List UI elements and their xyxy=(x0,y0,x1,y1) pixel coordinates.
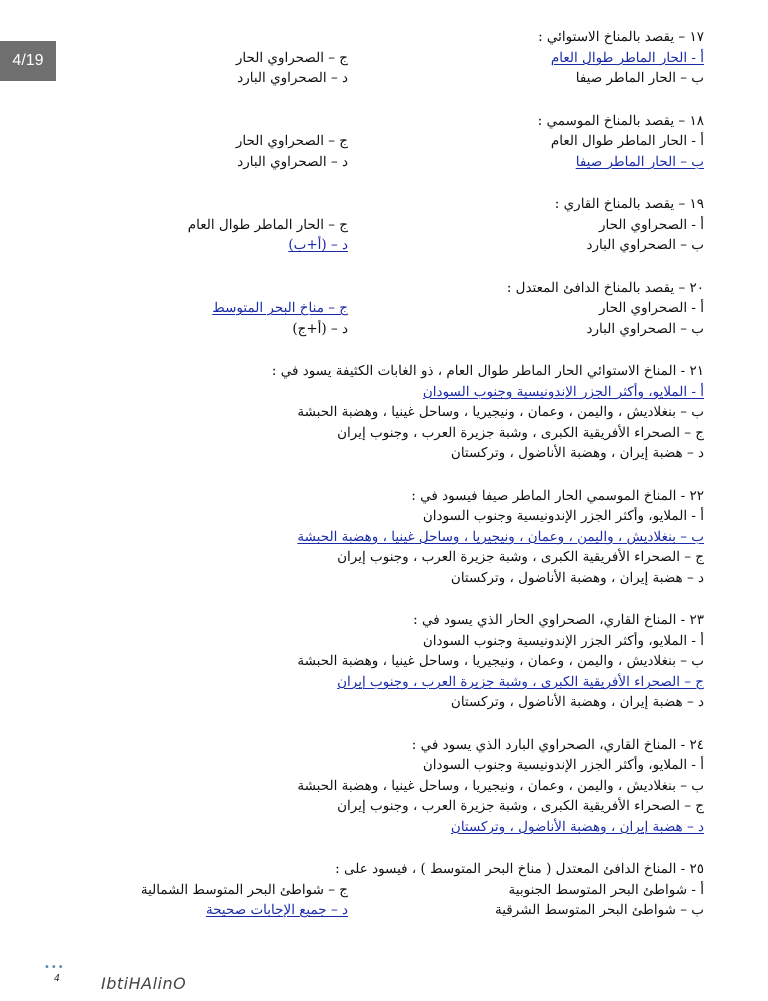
option-a: أ - الملايو، وأكثر الجزر الإندونيسية وجنوب السودان xyxy=(422,508,704,524)
option-d: د – الصحراوي البارد xyxy=(237,70,348,86)
question-18 xyxy=(0,111,768,173)
option-b: ب – بنغلاديش ، واليمن ، وعمان ، ونيجيريا ، وساحل غينيا ، وهضبة الحبشة xyxy=(297,528,704,545)
question-stem: ٢٢ - المناخ الموسمي الحار الماطر صيفا فيسود في : xyxy=(411,487,704,504)
option-b: ب – بنغلاديش ، واليمن ، وعمان ، ونيجيريا ، وساحل غينيا ، وهضبة الحبشة xyxy=(297,777,704,794)
option-a: أ - الملايو، وأكثر الجزر الإندونيسية وجنوب السودان xyxy=(422,383,704,400)
option-b: ب – الحار الماطر صيفا xyxy=(575,153,704,170)
question-24 xyxy=(0,735,768,838)
question-21 xyxy=(0,361,768,464)
option-d: د – (أ+ب) xyxy=(288,237,348,253)
option-a: أ - الحار الماطر طوال العام xyxy=(550,133,704,149)
question-stem: ٢١ - المناخ الاستوائي الحار الماطر طوال العام ، ذو الغابات الكثيفة يسود في : xyxy=(271,363,704,379)
option-c: ج – الصحراوي الحار xyxy=(235,133,348,149)
question-25 xyxy=(0,859,768,921)
option-a: أ - الملايو، وأكثر الجزر الإندونيسية وجنوب السودان xyxy=(422,757,704,773)
question-stem: ٢٥ - المناخ الدافئ المعتدل ( مناخ البحر المتوسط ) ، فيسود على : xyxy=(335,861,704,877)
option-d: د – (أ+ج) xyxy=(292,320,348,337)
question-stem: ٢٣ - المناخ القاري، الصحراوي الحار الذي يسود في : xyxy=(413,612,704,628)
question-stem: ٢٤ - المناخ القاري، الصحراوي البارد الذي يسود في : xyxy=(411,736,704,753)
question-17 xyxy=(0,27,768,89)
question-23 xyxy=(0,610,768,713)
option-c: ج – شواطئ البحر المتوسط الشمالية xyxy=(140,881,348,898)
option-d: د – الصحراوي البارد xyxy=(237,153,348,170)
question-22 xyxy=(0,486,768,589)
option-c: ج – الصحراء الأفريقية الكبرى ، وشبة جزيرة العرب ، وجنوب إيران xyxy=(337,798,704,814)
option-c: ج – الصحراء الأفريقية الكبرى ، وشبة جزيرة العرب ، وجنوب إيران xyxy=(337,549,704,565)
page-counter-badge: 4/19 xyxy=(0,41,56,81)
quiz-content xyxy=(0,27,768,943)
option-b: ب – الحار الماطر صيفا xyxy=(575,70,704,86)
option-b: ب – الصحراوي البارد xyxy=(586,237,704,253)
author-signature: IbtiHAlinO xyxy=(101,974,187,993)
question-20 xyxy=(0,278,768,340)
option-c: ج – الصحراء الأفريقية الكبرى ، وشبة جزيرة العرب ، وجنوب إيران xyxy=(337,673,704,690)
option-c: ج – الحار الماطر طوال العام xyxy=(187,216,348,233)
option-a: أ - الحار الماطر طوال العام xyxy=(550,49,704,66)
option-d: د – جميع الإجابات صحيحة xyxy=(205,902,348,918)
option-d: د – هضبة إيران ، وهضبة الأناضول ، وتركستان xyxy=(450,818,704,835)
option-b: ب – بنغلاديش ، واليمن ، وعمان ، ونيجيريا ، وساحل غينيا ، وهضبة الحبشة xyxy=(297,653,704,669)
footer-dots-icon: ••• xyxy=(44,962,65,973)
option-d: د – هضبة إيران ، وهضبة الأناضول ، وتركستان xyxy=(450,569,704,586)
question-stem: ١٩ – يقصد بالمناخ القاري : xyxy=(554,196,704,212)
option-b: ب – بنغلاديش ، واليمن ، وعمان ، ونيجيريا ، وساحل غينيا ، وهضبة الحبشة xyxy=(297,404,704,420)
question-19 xyxy=(0,194,768,256)
option-c: ج – مناخ البحر المتوسط xyxy=(212,300,348,316)
option-c: ج – الصحراوي الحار xyxy=(235,49,348,66)
option-a: أ - الصحراوي الحار xyxy=(599,300,704,316)
option-c: ج – الصحراء الأفريقية الكبرى ، وشبة جزيرة العرب ، وجنوب إيران xyxy=(337,424,704,441)
option-a: أ - شواطئ البحر المتوسط الجنوبية xyxy=(508,881,704,898)
option-b: ب – الصحراوي البارد xyxy=(586,320,704,337)
question-stem: ١٨ – يقصد بالمناخ الموسمي : xyxy=(537,112,704,129)
footer-page-number: 4 xyxy=(54,972,60,984)
option-b: ب – شواطئ البحر المتوسط الشرقية xyxy=(494,902,704,918)
option-a: أ - الصحراوي الحار xyxy=(599,216,704,233)
option-d: د – هضبة إيران ، وهضبة الأناضول ، وتركستان xyxy=(450,445,704,461)
option-d: د – هضبة إيران ، وهضبة الأناضول ، وتركستان xyxy=(450,694,704,710)
option-a: أ - الملايو، وأكثر الجزر الإندونيسية وجنوب السودان xyxy=(422,632,704,649)
question-stem: ١٧ – يقصد بالمناخ الاستوائي : xyxy=(538,29,704,45)
question-stem: ٢٠ – يقصد بالمناخ الدافئ المعتدل : xyxy=(506,279,704,296)
